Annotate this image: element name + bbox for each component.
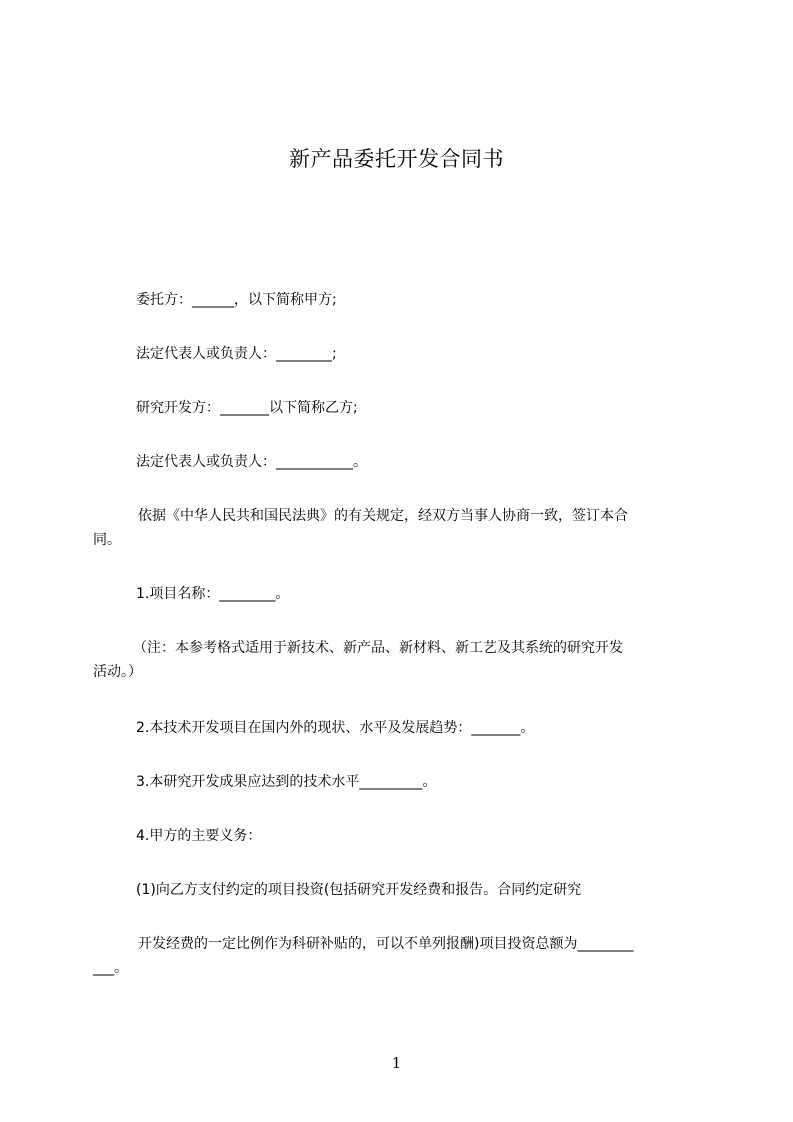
- legal-basis-line-1: 依据《中华人民共和国民法典》的有关规定，经双方当事人协商一致，签订本合: [138, 508, 628, 524]
- item-4-sub-1: (1)向乙方支付约定的项目投资(包括研究开发经费和报告。合同约定研究: [136, 882, 582, 898]
- legal-basis-paragraph: [93, 504, 705, 552]
- item-4-sub-2-line-1: 开发经费的一定比例作为科研补贴的，可以不单列报酬)项目投资总额为________: [138, 936, 634, 952]
- note-line-1: （注：本参考格式适用于新技术、新产品、新材料、新工艺及其系统的研究开发: [133, 640, 623, 656]
- developer-line: 研究开发方：_______以下简称乙方;: [136, 400, 358, 416]
- item-4-sub-2-line-2: ___。: [93, 960, 128, 976]
- item-3-technical-level: 3.本研究开发成果应达到的技术水平_________。: [136, 774, 437, 790]
- item-4-party-a-obligations: 4.甲方的主要义务：: [136, 828, 262, 844]
- legal-basis-line-2: 同。: [93, 532, 121, 548]
- item-1-project-name: 1.项目名称：________。: [136, 586, 290, 602]
- item-2-status: 2.本技术开发项目在国内外的现状、水平及发展趋势：_______。: [136, 720, 535, 736]
- note-paragraph: [93, 636, 705, 684]
- note-line-2: 活动。）: [93, 664, 142, 680]
- item-4-sub-2-paragraph: [93, 932, 705, 980]
- page-number: 1: [391, 1054, 402, 1072]
- client-representative-line: 法定代表人或负责人：________;: [136, 346, 337, 362]
- developer-representative-line: 法定代表人或负责人：___________。: [136, 454, 367, 470]
- client-line: 委托方：______，以下简称甲方;: [136, 292, 337, 308]
- document-title: 新产品委托开发合同书: [289, 147, 504, 171]
